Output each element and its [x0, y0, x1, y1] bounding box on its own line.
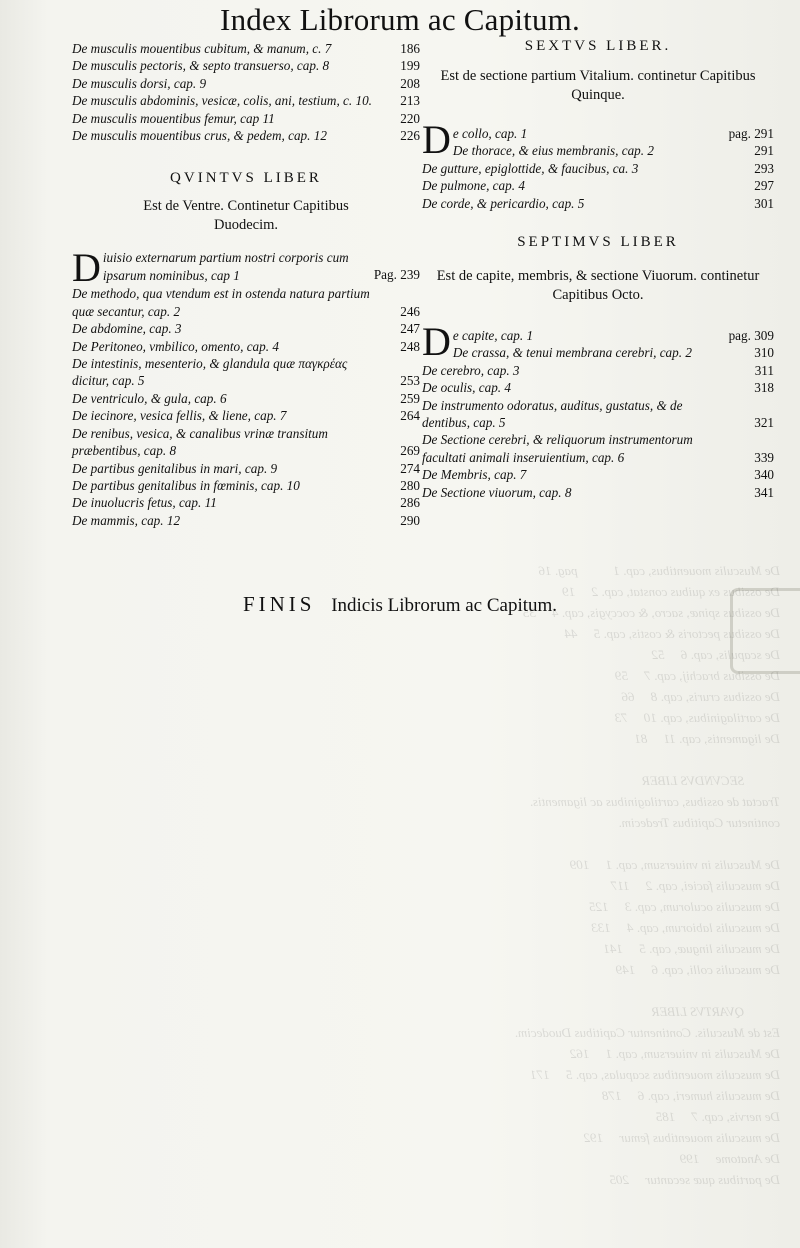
index-entry [422, 466, 774, 483]
index-entry [422, 195, 774, 212]
entry-page: pag. 309 [728, 328, 774, 344]
entry-page: 340 [754, 467, 774, 483]
show-through-text: De Musculis mouentibus, cap. 1 pag. 16 De ossibus ex quibus constat, cap. 2 19 De ossibus spinæ, sacro, & coccygis, cap. 4 35 De ossibus pectoris & costis, cap. 5 44 De scapulis, cap. 6 52 De ossibus brachij, cap. 7 59 De ossibus cruris, cap. 8 66 De cartilaginibus, cap. 10 73 De ligamentis, cap. 11 81 SECVNDVS LIBER Tractat de ossibus, cartilaginibus ac ligamentis. continetur Capitibus Tredecim. De Musculis in vniuersum, cap. 1 109 De musculis faciei, cap. 2 117 De musculis oculorum, cap. 3 125 De musculis labiorum, cap. 4 133 De musculis linguæ, cap. 5 141 De musculis colli, cap. 6 149 QVARTVS LIBER Est de Musculis. Continentur Capitibus Duodecim. De Musculis in vniuersum, cap. 1 162 De musculis mouentibus scapulas, cap. 5 171 De musculis humeri, cap. 6 178 De nervis, cap. 7 185 De musculis mouentibus femur 192 De Anatome 199 De partibus quæ secantur 205 [514, 563, 780, 1187]
index-entry [72, 338, 420, 355]
entry-page: 259 [400, 390, 420, 406]
entry-page: 301 [754, 195, 774, 211]
book-heading-septimus: SEPTIMVS LIBER [517, 234, 679, 251]
entry-text: De mammis, cap. 12 [72, 512, 181, 528]
entry-page: 213 [400, 93, 420, 109]
index-entry [422, 397, 774, 432]
entry-page: 311 [754, 362, 774, 378]
index-entry [422, 344, 774, 361]
index-entry [422, 142, 774, 159]
entry-text: De musculis mouentibus crus, & pedem, cap. 12 [72, 128, 327, 144]
entry-page: 290 [400, 512, 420, 528]
entry-text: De partibus genitalibus in mari, cap. 9 [72, 460, 278, 476]
entry-page: 310 [754, 345, 774, 361]
index-entry [72, 57, 420, 74]
book-description-sextus: Est de sectione partium Vitalium. continetur Capitibus Quinque. [440, 68, 756, 103]
entry-text: De oculis, cap. 4 [422, 380, 511, 396]
entry-text: De Peritoneo, vmbilico, omento, cap. 4 [72, 338, 279, 354]
entry-text: De methodo, qua vtendum est in ostenda natura partium quæ secantur, cap. 2 [72, 286, 370, 319]
entry-text: e capite, cap. 1 [452, 328, 534, 344]
entry-page: 280 [400, 477, 420, 493]
index-entry [72, 355, 420, 390]
entry-text: De Membris, cap. 7 [422, 467, 527, 483]
entry-text: De musculis dorsi, cap. 9 [72, 75, 207, 91]
entry-page: 274 [400, 460, 420, 476]
index-entry [72, 390, 420, 407]
entry-page: 291 [754, 143, 774, 159]
entry-text: De intestinis, mesenterio, & glandula quæ παγκρέας dicitur, cap. 5 [72, 356, 348, 389]
entry-page: 208 [400, 75, 420, 91]
right-column [422, 40, 774, 501]
index-entry [72, 425, 420, 460]
left-entries [72, 285, 420, 529]
entry-page: 247 [400, 321, 420, 337]
entry-text: De ventriculo, & gula, cap. 6 [72, 390, 227, 406]
finis-text: Indicis Librorum ac Capitum. [331, 595, 558, 616]
entry-page: pag. 291 [728, 126, 774, 141]
book-heading-sextus: SEXTVS LIBER. [524, 38, 672, 54]
entry-text: De Sectione viuorum, cap. 8 [422, 484, 572, 500]
index-entry [72, 512, 420, 529]
entry-page: Pag. 239 [373, 267, 420, 283]
drop-cap: D [422, 117, 451, 162]
entry-text: De crassa, & tenui membrana cerebri, cap. 2 [452, 345, 692, 361]
index-entry [72, 127, 420, 144]
book-description-septimus: Est de capite, membris, & sectione Viuorum. continetur Capitibus Octo. [436, 268, 760, 304]
index-entry [72, 92, 420, 109]
index-entry [72, 460, 420, 477]
entry-page: 253 [400, 373, 420, 389]
entry-text: De Sectione cerebri, & reliquorum instrumentorum facultati animali inseruientium, cap. 6 [422, 432, 693, 465]
drop-cap: D [72, 245, 101, 291]
entry-text: De renibus, vesica, & canalibus vrinæ transitum præbentibus, cap. 8 [72, 425, 328, 459]
index-entry [72, 477, 420, 494]
entry-text: e collo, cap. 1 [452, 126, 528, 141]
entry-page: 321 [754, 415, 774, 431]
entry-text: De thorace, & eius membranis, cap. 2 [452, 143, 654, 159]
entry-page: 246 [400, 303, 420, 319]
book-heading-quintus: QVINTVS LIBER [170, 170, 322, 187]
entry-page: 220 [400, 110, 420, 126]
entry-text: De musculis pectoris, & septo transuerso, cap. 8 [72, 58, 330, 74]
left-top-entries [72, 40, 420, 144]
entry-text: De musculis mouentibus femur, cap 11 [72, 110, 275, 126]
index-entry [422, 379, 774, 396]
page-title: Index Librorum ac Capitum. [220, 2, 580, 37]
left-column [72, 40, 420, 529]
entry-text: De pulmone, cap. 4 [422, 178, 525, 194]
entry-page: 297 [754, 178, 774, 194]
entry-page: 293 [754, 160, 774, 176]
finis-line [0, 592, 800, 617]
drop-cap: D [422, 319, 451, 365]
entry-page: 269 [400, 443, 420, 459]
entry-page: 264 [400, 408, 420, 424]
entry-text: De inuolucris fetus, cap. 11 [72, 495, 217, 511]
index-entry [72, 494, 420, 511]
entry-page: 226 [400, 128, 420, 144]
entry-page: 341 [754, 484, 774, 500]
entry-text: De musculis abdominis, vesicæ, colis, ani, testium, c. 10. [72, 93, 372, 109]
entry-page: 199 [400, 58, 420, 74]
index-entry [422, 177, 774, 194]
entry-text: De abdomine, cap. 3 [72, 321, 182, 337]
index-entry-first [72, 245, 420, 291]
index-entry [72, 407, 420, 424]
entry-page: 318 [754, 380, 774, 396]
finis-word: FINIS [242, 592, 316, 616]
entry-page: 248 [400, 338, 420, 354]
index-entry [72, 110, 420, 127]
entry-text: De partibus genitalibus in fœminis, cap. 10 [72, 477, 300, 493]
entry-text: De gutture, epiglottide, & faucibus, ca. 3 [422, 160, 639, 176]
entry-text: De instrumento odoratus, auditus, gustatus, & de dentibus, cap. 5 [422, 397, 683, 431]
entry-page: 339 [754, 449, 774, 465]
book-description-quintus: Est de Ventre. Continetur Capitibus Duodecim. [143, 198, 349, 234]
index-entry [422, 484, 774, 501]
entry-page: 186 [400, 41, 420, 56]
entry-text: iuisio externarum partium nostri corporis cum ipsarum nominibus, cap 1 [102, 250, 349, 283]
index-entry [72, 75, 420, 92]
index-entry [72, 40, 420, 57]
entry-text: De corde, & pericardio, cap. 5 [422, 195, 585, 211]
index-entry [72, 320, 420, 337]
index-entry [422, 431, 774, 466]
entry-text: De cerebro, cap. 3 [422, 362, 520, 378]
index-entry [422, 160, 774, 177]
index-entry [72, 285, 420, 320]
index-entry [422, 362, 774, 379]
entry-text: De iecinore, vesica fellis, & liene, cap. 7 [72, 408, 287, 424]
entry-page: 286 [400, 495, 420, 511]
entry-text: De musculis mouentibus cubitum, & manum, c. 7 [72, 41, 332, 56]
